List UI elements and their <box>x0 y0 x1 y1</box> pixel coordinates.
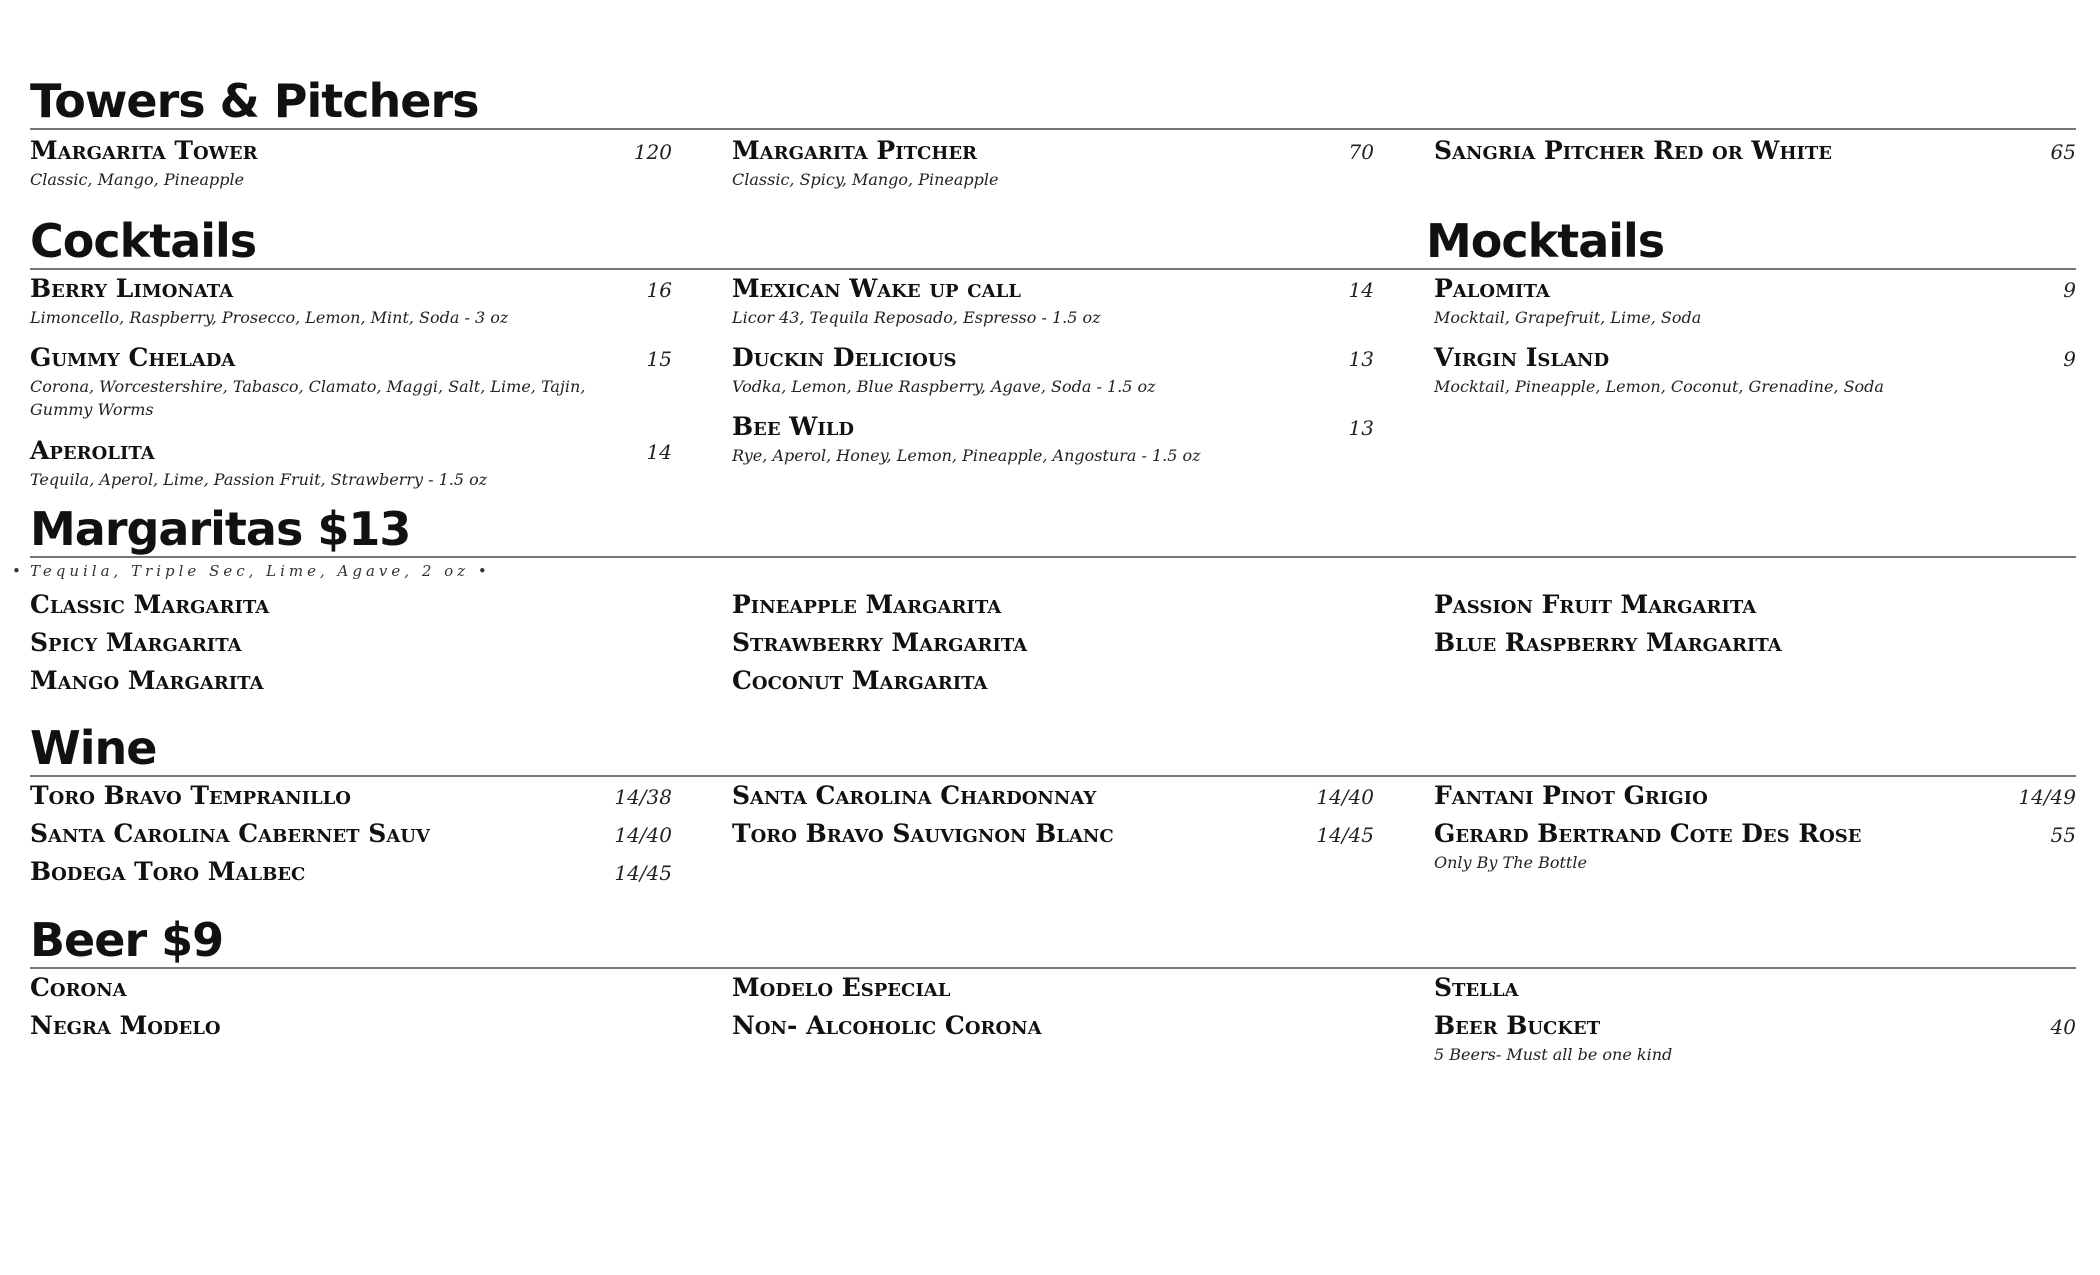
item-price: 14/45 <box>614 861 672 885</box>
item-price: 120 <box>633 140 672 164</box>
menu-item: Passion Fruit Margarita <box>1434 590 1757 619</box>
menu-item <box>30 819 672 849</box>
menu-item <box>732 781 1374 811</box>
divider <box>30 128 2076 130</box>
divider <box>30 967 2076 969</box>
section-title-mocktails: Mocktails <box>1426 214 1665 268</box>
item-price: 13 <box>1348 416 1374 441</box>
menu-item <box>1434 1011 2076 1066</box>
bullet-icon: • <box>477 562 491 580</box>
item-price: 16 <box>646 278 672 302</box>
menu-item: Mango Margarita <box>30 666 264 695</box>
section-title-cocktails: Cocktails <box>30 214 257 268</box>
item-desc: Vodka, Lemon, Blue Raspberry, Agave, Soda - 1.5 oz <box>732 377 1156 397</box>
item-desc: Licor 43, Tequila Reposado, Espresso - 1.5 oz <box>732 308 1101 327</box>
wine-section <box>30 721 2076 887</box>
menu-item: Blue Raspberry Margarita <box>1434 628 1782 657</box>
item-desc: Mocktail, Pineapple, Lemon, Coconut, Grenadine, Soda <box>1434 377 1884 397</box>
menu-item: Classic Margarita <box>30 590 270 619</box>
item-name: Beer Bucket <box>1434 1011 1601 1040</box>
item-name: Toro Bravo Tempranillo <box>30 781 351 810</box>
item-desc: Rye, Aperol, Honey, Lemon, Pineapple, Angostura - 1.5 oz <box>732 446 1201 466</box>
item-name: Palomita <box>1434 274 1550 303</box>
item-name: Bodega Toro Malbec <box>30 857 306 886</box>
item-name: Gerard Bertrand Cote Des Rose <box>1434 819 1862 848</box>
item-price: 14 <box>1348 278 1374 302</box>
item-name: Santa Carolina Cabernet Sauv <box>30 819 430 848</box>
item-price: 14/40 <box>614 823 672 847</box>
item-name: Santa Carolina Chardonnay <box>732 781 1097 810</box>
menu-item <box>30 857 672 887</box>
menu-item <box>30 781 672 811</box>
item-price: 14/40 <box>1316 785 1374 809</box>
menu-item <box>732 412 1374 467</box>
item-desc: Corona, Worcestershire, Tabasco, Clamato, Maggi, Salt, Lime, Tajin, Gummy Worms <box>30 377 586 420</box>
menu-item <box>732 343 1374 398</box>
menu-item <box>732 274 1374 329</box>
item-desc: Mocktail, Grapefruit, Lime, Soda <box>1434 308 1702 327</box>
item-desc: Only By The Bottle <box>1434 853 1587 872</box>
item-name: Virgin Island <box>1434 343 1610 373</box>
menu-item: Corona <box>30 973 127 1002</box>
item-name: Sangria Pitcher Red or White <box>1434 136 1832 165</box>
item-price: 13 <box>1348 347 1374 372</box>
menu-item: Non- Alcoholic Corona <box>732 1011 1042 1040</box>
item-name: Aperolita <box>30 435 155 465</box>
menu-item: Stella <box>1434 973 1519 1002</box>
mocktails-title-wrap <box>1426 214 2076 268</box>
menu-item <box>1434 781 2076 811</box>
menu-item: Negra Modelo <box>30 1011 221 1040</box>
menu-item <box>30 436 672 491</box>
menu-item <box>30 274 672 329</box>
item-name: Duckin Delicious <box>732 343 957 373</box>
menu-item <box>30 343 672 421</box>
item-price: 55 <box>2050 823 2076 847</box>
item-price: 14/38 <box>614 785 672 809</box>
margaritas-blurb <box>12 562 2076 580</box>
towers-section <box>30 74 2076 205</box>
section-title-towers: Towers & Pitchers <box>30 74 479 128</box>
item-name: Gummy Chelada <box>30 343 236 373</box>
item-price: 14 <box>646 439 672 464</box>
item-name: Margarita Pitcher <box>732 136 978 165</box>
item-name: Fantani Pinot Grigio <box>1434 781 1708 810</box>
item-desc: Tequila, Aperol, Lime, Passion Fruit, Strawberry - 1.5 oz <box>30 469 488 489</box>
menu-item <box>732 136 1374 191</box>
menu-item: Spicy Margarita <box>30 628 242 657</box>
menu-item: Pineapple Margarita <box>732 590 1002 619</box>
item-name: Margarita Tower <box>30 136 258 165</box>
item-price: 70 <box>1348 140 1374 164</box>
menu-item <box>1434 819 2076 874</box>
menu-item: Modelo Especial <box>732 973 951 1002</box>
item-name: Bee Wild <box>732 412 855 442</box>
menu-item <box>1434 274 2076 329</box>
menu-item <box>1434 136 2076 166</box>
margaritas-section <box>12 502 2076 696</box>
item-price: 9 <box>2063 278 2076 302</box>
section-title-beer: Beer $9 <box>30 913 224 967</box>
item-price: 65 <box>2050 140 2076 164</box>
bullet-icon: • <box>12 562 25 580</box>
divider <box>30 775 2076 777</box>
item-name: Berry Limonata <box>30 274 234 303</box>
item-desc: Classic, Mango, Pineapple <box>30 170 245 189</box>
item-price: 14/45 <box>1316 823 1374 847</box>
item-price: 15 <box>646 347 672 372</box>
menu-item <box>30 136 672 191</box>
item-price: 14/49 <box>2018 785 2076 809</box>
item-desc: 5 Beers- Must all be one kind <box>1434 1045 1673 1064</box>
item-price: 9 <box>2063 347 2076 372</box>
item-name: Toro Bravo Sauvignon Blanc <box>732 819 1114 848</box>
section-title-margaritas: Margaritas $13 <box>30 502 411 556</box>
menu-item: Coconut Margarita <box>732 666 988 695</box>
item-name: Mexican Wake up call <box>732 274 1021 303</box>
divider <box>30 268 2076 270</box>
menu-item <box>732 819 1374 849</box>
item-price: 40 <box>2050 1015 2076 1039</box>
menu-item <box>1434 343 2076 398</box>
item-desc: Classic, Spicy, Mango, Pineapple <box>732 170 999 189</box>
item-desc: Limoncello, Raspberry, Prosecco, Lemon, Mint, Soda - 3 oz <box>30 308 509 327</box>
menu-item: Strawberry Margarita <box>732 628 1028 657</box>
section-title-wine: Wine <box>30 721 157 775</box>
beer-section <box>30 913 2076 1066</box>
blurb-text: Tequila, Triple Sec, Lime, Agave, 2 oz <box>30 562 470 580</box>
drinks-columns <box>30 274 2076 505</box>
divider <box>30 556 2076 558</box>
